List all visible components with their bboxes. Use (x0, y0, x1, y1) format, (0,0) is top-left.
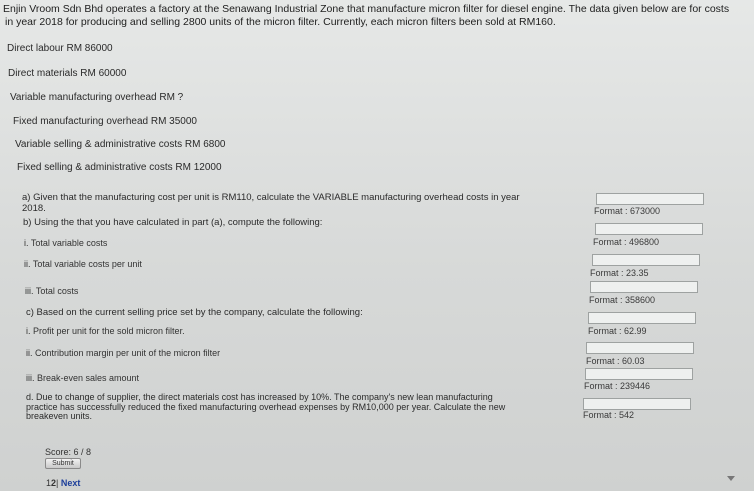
answer-b-i-input[interactable] (595, 223, 703, 235)
answer-a-input[interactable] (596, 193, 704, 205)
pagination (46, 478, 80, 488)
chevron-down-icon[interactable] (727, 476, 735, 481)
answer-b-ii-input[interactable] (592, 254, 700, 266)
question-b: b) Using the that you have calculated in part (a), compute the following: (23, 217, 323, 228)
question-a-line-2: 2018. (22, 203, 46, 214)
question-b-ii: ii. Total variable costs per unit (24, 259, 142, 269)
answer-c-i-input[interactable] (588, 312, 696, 324)
given-variable-mfg-overhead: Variable manufacturing overhead RM ? (10, 92, 184, 103)
question-a-line-1: a) Given that the manufacturing cost per unit is RM110, calculate the VARIABLE manufacturing overhead costs in year (22, 192, 520, 203)
next-link[interactable]: Next (60, 478, 81, 488)
page-link-1[interactable]: 1 (46, 478, 52, 488)
answer-d-input[interactable] (583, 398, 691, 410)
answer-b-iii-input[interactable] (590, 281, 698, 293)
page-current: 2 (51, 478, 57, 488)
question-a (22, 192, 520, 214)
given-fixed-mfg-overhead: Fixed manufacturing overhead RM 35000 (13, 116, 197, 127)
intro-line-2: in year 2018 for producing and selling 2800 units of the micron filter. Currently, each micron filters been sold at RM160. (5, 16, 556, 28)
answer-c-ii-format: Format : 60.03 (586, 356, 645, 366)
given-direct-labour: Direct labour RM 86000 (7, 43, 113, 54)
answer-b-iii-format: Format : 358600 (589, 295, 656, 305)
question-c: c) Based on the current selling price set by the company, calculate the following: (26, 307, 363, 318)
answer-c-i-format: Format : 62.99 (588, 326, 647, 336)
answer-d-format: Format : 542 (583, 410, 635, 420)
given-direct-materials: Direct materials RM 60000 (8, 68, 127, 79)
answer-c-ii-input[interactable] (586, 342, 694, 354)
question-d-line-3: breakeven units. (26, 411, 93, 421)
question-d-line-1: d. Due to change of supplier, the direct materials cost has increased by 10%. The company's new lean manufacturing (26, 392, 493, 402)
question-c-i: i. Profit per unit for the sold micron filter. (26, 326, 185, 336)
question-d (26, 393, 505, 422)
answer-b-ii-format: Format : 23.35 (590, 268, 649, 278)
question-c-iii: iii. Break-even sales amount (26, 373, 140, 383)
answer-a-format: Format : 673000 (594, 206, 661, 216)
submit-button[interactable]: Submit (45, 458, 81, 469)
answer-c-iii-format: Format : 239446 (584, 381, 651, 391)
score-label: Score: 6 / 8 (45, 447, 92, 457)
given-fixed-selling-admin: Fixed selling & administrative costs RM 12000 (17, 162, 222, 173)
question-b-i: i. Total variable costs (24, 238, 108, 248)
question-d-line-2: practice has successfully reduced the fixed manufacturing overhead expenses by RM10,000 per year. Calculate the new (26, 401, 506, 412)
question-c-ii: ii. Contribution margin per unit of the micron filter (26, 348, 221, 358)
answer-b-i-format: Format : 496800 (593, 237, 660, 247)
given-variable-selling-admin: Variable selling & administrative costs RM 6800 (15, 139, 226, 150)
question-b-iii: iii. Total costs (25, 286, 79, 296)
page-separator: | (56, 478, 59, 488)
intro-line-1: Enjin Vroom Sdn Bhd operates a factory at the Senawang Industrial Zone that manufacture micron filter for diesel engine. The data given below are for costs (3, 3, 730, 15)
answer-c-iii-input[interactable] (585, 368, 693, 380)
question-intro (3, 3, 754, 29)
